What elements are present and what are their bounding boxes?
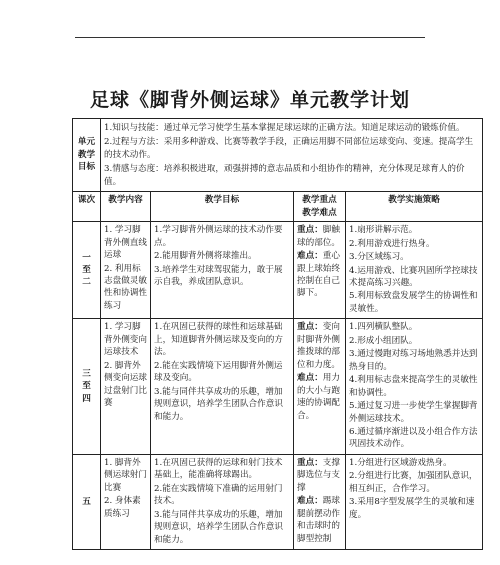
lesson-plan-table	[72, 118, 483, 550]
objective-cell: 1.在巩固已获得的球性和运球基础上，知道脚背外侧运球及变向的方法。 2.能在实践情境下运用脚背外侧运球及变向。 3.能与同伴共享成功的乐趣，增加规则意识，培养学生团队合作意识和能力。	[151, 319, 294, 455]
col-header-objective: 教学目标	[151, 192, 294, 222]
content-cell: 1. 脚背外侧运球射门比赛 2. 身体素质练习	[101, 454, 151, 549]
content-cell: 1. 学习脚背外侧变向运球技术 2. 脚背外侧变向运球过盘射门比赛	[101, 319, 151, 455]
keypoints-cell: 重点：变向时脚背外侧推拨球的部位和力度。 难点：用力的大小与跑速的协调配合。	[294, 319, 346, 455]
objective-cell: 1.学习脚背外侧运球的技术动作要点。 2.能用脚背外侧将球推出。 3.培养学生对球驾驭能力，敢于展示自我，养成团队意识。	[151, 222, 294, 319]
strategy-cell: 1.扇形讲解示范。 2.利用游戏进行热身。 3.分区域练习。 4.运用游戏、比赛巩固所学控球技术提高练习兴趣。 5.利用标致盘发展学生的协调性和灵敏性。	[346, 222, 483, 319]
col-header-keypoints: 教学重点 教学难点	[294, 192, 346, 222]
goal-item: 2.过程与方法：采用多种游戏、比赛等教学手段，正确运用脚不同部位运球变向、变速。提高学生的技术动作。	[104, 137, 474, 160]
period-cell: 五	[73, 454, 101, 549]
keypoints-cell: 重点：支撑脚选位与支撑 难点：踢球腿前摆动作和击球时的脚型控制	[294, 454, 346, 549]
col-header-content: 教学内容	[101, 192, 151, 222]
keypoints-cell: 重点：脚触球的部位。 难点：重心跟上球始终控制在自己脚下。	[294, 222, 346, 319]
col-header-period: 课次	[73, 192, 101, 222]
content-cell: 1. 学习脚背外侧直线运球 2. 利用标志盘做灵敏性和协调性练习	[101, 222, 151, 319]
table-row	[73, 319, 483, 455]
strategy-cell: 1.分组进行区域游戏热身。 2.分组进行比赛，加强团队意识，相互纠正，合作学习。 3.采用8字型发展学生的灵敏和速度。	[346, 454, 483, 549]
document-title: 足球《脚背外侧运球》单元教学计划	[89, 89, 410, 111]
goal-item: 1.知识与技能：通过单元学习使学生基本掌握足球运球的正确方法。知道足球运动的锻炼价值。	[104, 123, 465, 133]
objective-cell: 1.在巩固已获得的运球和射门技术基础上，能准确将球踢出。 2.能在实践情境下准确的运用射门技术。 3.能与同伴共享成功的乐趣，增加规则意识，培养学生团队合作意识和能力。	[151, 454, 294, 549]
table-row	[73, 454, 483, 549]
goals-label: 单元 教学 目标	[73, 119, 101, 192]
strategy-cell: 1.四列横队整队。 2.形成小组团队。 3.通过慢跑对练习场地熟悉并达到热身目的。 4.利用标志盘来提高学生的灵敏性和协调性。 5.通过复习进一步使学生掌握脚背外侧运球技术。 6.通过循序渐进以及小组合作方法巩固技术动作。	[346, 319, 483, 455]
header-row	[73, 192, 483, 222]
period-cell: 一 至 二	[73, 222, 101, 319]
col-header-strategy: 教学实施策略	[346, 192, 483, 222]
goal-item: 3.情感与态度：培养积极进取，顽强拼搏的意志品质和小组协作的精神，充分体现足球育人的价值。	[104, 164, 465, 187]
goals-row	[73, 119, 483, 192]
goals-content	[101, 119, 483, 192]
period-cell: 三 至 四	[73, 319, 101, 455]
header-rule	[75, 37, 425, 38]
table-row	[73, 222, 483, 319]
